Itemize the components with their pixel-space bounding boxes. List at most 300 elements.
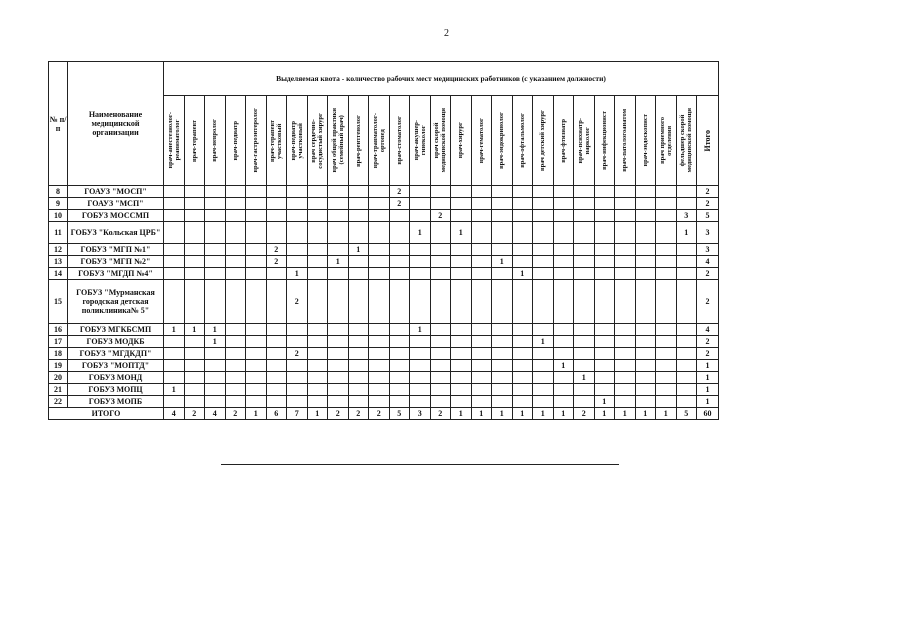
- quota-cell: [348, 268, 369, 280]
- quota-cell: [307, 348, 328, 360]
- quota-cell: [512, 348, 533, 360]
- quota-cell: 3: [676, 210, 697, 222]
- quota-cell: [574, 360, 595, 372]
- quota-cell: [164, 256, 185, 268]
- quota-cell: [512, 186, 533, 198]
- quota-cell: 1: [328, 256, 349, 268]
- quota-cell: [656, 360, 677, 372]
- quota-cell: [451, 198, 472, 210]
- quota-cell: [553, 268, 574, 280]
- quota-cell: [348, 396, 369, 408]
- table-row: [49, 222, 719, 244]
- org-name: ГОБУЗ "МГДП №4": [68, 268, 164, 280]
- quota-cell: [492, 268, 513, 280]
- quota-cell: [205, 222, 226, 244]
- quota-cell: [574, 280, 595, 324]
- quota-cell: [553, 198, 574, 210]
- quota-cell: [512, 256, 533, 268]
- total-label: ИТОГО: [49, 408, 164, 420]
- row-number: 11: [49, 222, 68, 244]
- quota-cell: 1: [184, 324, 205, 336]
- row-number: 22: [49, 396, 68, 408]
- quota-cell: [451, 280, 472, 324]
- quota-cell: 2: [266, 244, 287, 256]
- quota-cell: [615, 324, 636, 336]
- quota-cell: [635, 348, 656, 360]
- quota-cell: [451, 348, 472, 360]
- quota-cell: [512, 372, 533, 384]
- quota-cell: [533, 324, 554, 336]
- quota-cell: [389, 360, 410, 372]
- quota-cell: [369, 210, 390, 222]
- quota-cell: [246, 186, 267, 198]
- quota-cell: [266, 198, 287, 210]
- total-cell: 2: [574, 408, 595, 420]
- quota-cell: [533, 384, 554, 396]
- quota-cell: [574, 210, 595, 222]
- column-header: врач-терапевт участковый: [266, 96, 287, 186]
- quota-cell: [225, 384, 246, 396]
- quota-cell: [246, 280, 267, 324]
- quota-cell: [676, 268, 697, 280]
- quota-cell: [635, 244, 656, 256]
- quota-cell: [328, 360, 349, 372]
- quota-cell: [266, 372, 287, 384]
- table-row: [49, 324, 719, 336]
- quota-cell: [492, 186, 513, 198]
- quota-cell: [451, 324, 472, 336]
- quota-cell: [287, 336, 308, 348]
- org-name: ГОАУЗ "МОСП": [68, 186, 164, 198]
- quota-cell: 1: [553, 360, 574, 372]
- quota-cell: [348, 222, 369, 244]
- quota-cell: [205, 198, 226, 210]
- quota-cell: [287, 222, 308, 244]
- quota-cell: [205, 186, 226, 198]
- quota-cell: [676, 244, 697, 256]
- quota-cell: [553, 336, 574, 348]
- quota-cell: [430, 372, 451, 384]
- quota-cell: [369, 280, 390, 324]
- total-cell: 2: [430, 408, 451, 420]
- total-cell: 2: [348, 408, 369, 420]
- quota-cell: [615, 384, 636, 396]
- quota-cell: [369, 372, 390, 384]
- quota-cell: [553, 384, 574, 396]
- quota-cell: [287, 360, 308, 372]
- quota-cell: [328, 336, 349, 348]
- quota-cell: [410, 396, 431, 408]
- total-cell: 1: [492, 408, 513, 420]
- quota-cell: [594, 384, 615, 396]
- quota-cell: [184, 280, 205, 324]
- quota-cell: [471, 348, 492, 360]
- quota-cell: [225, 360, 246, 372]
- quota-cell: [348, 384, 369, 396]
- quota-cell: [574, 244, 595, 256]
- quota-cell: [328, 186, 349, 198]
- quota-cell: [246, 372, 267, 384]
- quota-cell: [410, 268, 431, 280]
- row-total: 4: [697, 324, 719, 336]
- column-header: врач скорой медицинской помощи: [430, 96, 451, 186]
- quota-cell: [184, 268, 205, 280]
- quota-cell: [307, 268, 328, 280]
- quota-cell: [164, 396, 185, 408]
- quota-cell: [307, 244, 328, 256]
- quota-cell: [184, 198, 205, 210]
- quota-cell: [307, 384, 328, 396]
- quota-cell: [287, 256, 308, 268]
- quota-cell: [389, 372, 410, 384]
- quota-cell: [635, 372, 656, 384]
- quota-cell: [635, 396, 656, 408]
- table-row: [49, 372, 719, 384]
- quota-cell: [533, 210, 554, 222]
- quota-cell: [676, 280, 697, 324]
- row-total: 1: [697, 360, 719, 372]
- quota-cell: [492, 336, 513, 348]
- quota-cell: [410, 384, 431, 396]
- table-row: [49, 360, 719, 372]
- quota-cell: [492, 280, 513, 324]
- total-cell: 1: [594, 408, 615, 420]
- quota-cell: [574, 198, 595, 210]
- quota-cell: [553, 210, 574, 222]
- quota-cell: 2: [389, 186, 410, 198]
- quota-cell: [266, 348, 287, 360]
- quota-cell: [205, 360, 226, 372]
- quota-cell: [594, 372, 615, 384]
- quota-cell: [348, 256, 369, 268]
- quota-cell: 1: [205, 336, 226, 348]
- quota-cell: [553, 324, 574, 336]
- row-total: 2: [697, 268, 719, 280]
- column-header: врач-стоматолог: [389, 96, 410, 186]
- quota-cell: [287, 372, 308, 384]
- quota-cell: [676, 372, 697, 384]
- quota-cell: [676, 396, 697, 408]
- table-row: [49, 244, 719, 256]
- quota-cell: [225, 348, 246, 360]
- quota-cell: [471, 360, 492, 372]
- row-total: 3: [697, 244, 719, 256]
- org-name: ГОБУЗ "Кольская ЦРБ": [68, 222, 164, 244]
- quota-cell: 1: [164, 384, 185, 396]
- quota-cell: [430, 360, 451, 372]
- quota-cell: [553, 244, 574, 256]
- grand-total: 60: [697, 408, 719, 420]
- quota-cell: [164, 222, 185, 244]
- quota-cell: [205, 256, 226, 268]
- quota-cell: [594, 186, 615, 198]
- quota-cell: [184, 336, 205, 348]
- total-cell: 1: [451, 408, 472, 420]
- quota-cell: [615, 186, 636, 198]
- quota-cell: [225, 256, 246, 268]
- quota-cell: [656, 324, 677, 336]
- table-row: [49, 280, 719, 324]
- quota-cell: [246, 256, 267, 268]
- column-header: врач-терапевт: [184, 96, 205, 186]
- quota-cell: [225, 198, 246, 210]
- total-cell: 2: [225, 408, 246, 420]
- quota-cell: [492, 222, 513, 244]
- quota-cell: [574, 336, 595, 348]
- quota-cell: [533, 186, 554, 198]
- column-header: врач-педиатр участковый: [287, 96, 308, 186]
- quota-cell: [656, 396, 677, 408]
- quota-cell: [287, 384, 308, 396]
- quota-cell: 1: [164, 324, 185, 336]
- org-name: ГОБУЗ МОССМП: [68, 210, 164, 222]
- quota-cell: [635, 198, 656, 210]
- column-header: врач-патологоанатом: [615, 96, 636, 186]
- row-total: 3: [697, 222, 719, 244]
- quota-cell: [369, 198, 390, 210]
- quota-cell: [328, 396, 349, 408]
- quota-cell: [410, 256, 431, 268]
- quota-cell: [512, 280, 533, 324]
- quota-cell: [553, 396, 574, 408]
- quota-cell: [389, 396, 410, 408]
- total-cell: 4: [164, 408, 185, 420]
- quota-cell: 1: [492, 256, 513, 268]
- quota-cell: [512, 360, 533, 372]
- row-total: 4: [697, 256, 719, 268]
- quota-cell: [471, 280, 492, 324]
- table-row: [49, 348, 719, 360]
- quota-cell: [471, 372, 492, 384]
- quota-cell: [451, 210, 472, 222]
- row-number: 19: [49, 360, 68, 372]
- quota-cell: [451, 256, 472, 268]
- quota-cell: [615, 222, 636, 244]
- quota-cell: [594, 244, 615, 256]
- quota-cell: [451, 360, 472, 372]
- table-row: [49, 396, 719, 408]
- row-number: 8: [49, 186, 68, 198]
- quota-cell: [164, 360, 185, 372]
- quota-cell: [287, 198, 308, 210]
- quota-cell: [656, 222, 677, 244]
- row-total: 1: [697, 396, 719, 408]
- quota-cell: [266, 360, 287, 372]
- quota-cell: [512, 244, 533, 256]
- quota-cell: [266, 186, 287, 198]
- column-header: врач-инфекционист: [594, 96, 615, 186]
- row-number: 21: [49, 384, 68, 396]
- quota-cell: [615, 244, 636, 256]
- quota-cell: [471, 222, 492, 244]
- quota-cell: [205, 372, 226, 384]
- quota-cell: 2: [266, 256, 287, 268]
- quota-cell: [594, 360, 615, 372]
- quota-cell: [656, 198, 677, 210]
- quota-cell: [615, 396, 636, 408]
- quota-cell: [492, 210, 513, 222]
- total-cell: 6: [266, 408, 287, 420]
- quota-cell: [635, 210, 656, 222]
- quota-cell: [635, 280, 656, 324]
- quota-cell: [369, 360, 390, 372]
- quota-cell: [635, 186, 656, 198]
- column-header: врач-хирург: [451, 96, 472, 186]
- column-header: врач-гематолог: [471, 96, 492, 186]
- total-cell: 5: [676, 408, 697, 420]
- org-name: ГОБУЗ МОПБ: [68, 396, 164, 408]
- quota-cell: [246, 384, 267, 396]
- quota-cell: [430, 348, 451, 360]
- quota-cell: [184, 372, 205, 384]
- quota-cell: [266, 222, 287, 244]
- quota-cell: [246, 396, 267, 408]
- quota-cell: [225, 210, 246, 222]
- quota-cell: [205, 210, 226, 222]
- quota-cell: [574, 348, 595, 360]
- row-total: 2: [697, 280, 719, 324]
- quota-cell: [348, 372, 369, 384]
- quota-cell: [533, 256, 554, 268]
- total-cell: 7: [287, 408, 308, 420]
- quota-cell: [184, 396, 205, 408]
- quota-cell: [676, 360, 697, 372]
- quota-cell: [533, 348, 554, 360]
- quota-cell: [615, 280, 636, 324]
- quota-cell: [471, 244, 492, 256]
- quota-cell: [410, 244, 431, 256]
- total-cell: 5: [389, 408, 410, 420]
- quota-table: [48, 61, 719, 420]
- quota-cell: [369, 256, 390, 268]
- quota-cell: [635, 324, 656, 336]
- quota-cell: [328, 372, 349, 384]
- quota-cell: [307, 360, 328, 372]
- quota-cell: [615, 198, 636, 210]
- quota-cell: [656, 348, 677, 360]
- quota-cell: [471, 256, 492, 268]
- quota-cell: 2: [389, 198, 410, 210]
- quota-cell: [307, 280, 328, 324]
- quota-cell: [656, 384, 677, 396]
- org-name: ГОБУЗ "МГДКДП": [68, 348, 164, 360]
- quota-cell: [266, 268, 287, 280]
- quota-cell: [246, 268, 267, 280]
- org-name: ГОАУЗ "МСП": [68, 198, 164, 210]
- row-number: 9: [49, 198, 68, 210]
- quota-cell: [307, 256, 328, 268]
- column-header: врач сердечно- сосудистый хирург: [307, 96, 328, 186]
- row-number: 15: [49, 280, 68, 324]
- quota-cell: [184, 360, 205, 372]
- quota-cell: [328, 222, 349, 244]
- quota-cell: [553, 256, 574, 268]
- num-header: № п/п: [49, 62, 68, 186]
- quota-cell: [307, 396, 328, 408]
- total-cell: 1: [615, 408, 636, 420]
- row-total: 2: [697, 336, 719, 348]
- quota-cell: [246, 222, 267, 244]
- quota-cell: [451, 244, 472, 256]
- quota-cell: [512, 210, 533, 222]
- row-number: 18: [49, 348, 68, 360]
- quota-cell: [451, 186, 472, 198]
- quota-cell: [533, 198, 554, 210]
- quota-cell: [369, 384, 390, 396]
- quota-cell: [205, 396, 226, 408]
- quota-cell: [348, 348, 369, 360]
- quota-cell: [533, 396, 554, 408]
- quota-cell: 1: [533, 336, 554, 348]
- quota-cell: [225, 336, 246, 348]
- quota-cell: [533, 280, 554, 324]
- quota-cell: [553, 280, 574, 324]
- quota-cell: [451, 336, 472, 348]
- quota-cell: [553, 222, 574, 244]
- quota-cell: [615, 336, 636, 348]
- quota-cell: [635, 256, 656, 268]
- quota-cell: [574, 256, 595, 268]
- quota-cell: 2: [287, 348, 308, 360]
- column-header: врач-офтальмолог: [512, 96, 533, 186]
- quota-cell: [287, 396, 308, 408]
- quota-cell: [328, 210, 349, 222]
- quota-cell: [574, 324, 595, 336]
- column-header: врач-фтизиатр: [553, 96, 574, 186]
- quota-cell: [471, 210, 492, 222]
- quota-cell: [164, 198, 185, 210]
- quota-cell: [533, 244, 554, 256]
- org-name: ГОБУЗ "МГП №2": [68, 256, 164, 268]
- row-number: 13: [49, 256, 68, 268]
- quota-cell: [676, 348, 697, 360]
- quota-cell: 2: [430, 210, 451, 222]
- quota-cell: [389, 336, 410, 348]
- quota-cell: [656, 186, 677, 198]
- quota-cell: [205, 244, 226, 256]
- quota-cell: [594, 198, 615, 210]
- column-header: врач-педиатр: [225, 96, 246, 186]
- table-row: [49, 384, 719, 396]
- quota-cell: [471, 396, 492, 408]
- quota-cell: [615, 256, 636, 268]
- column-header: врач приемного отделения: [656, 96, 677, 186]
- row-total: 2: [697, 198, 719, 210]
- quota-cell: [451, 384, 472, 396]
- quota-cell: 2: [287, 280, 308, 324]
- org-name: ГОБУЗ МОНД: [68, 372, 164, 384]
- table-row: [49, 198, 719, 210]
- quota-cell: [389, 348, 410, 360]
- quota-cell: [492, 198, 513, 210]
- quota-cell: [328, 268, 349, 280]
- quota-cell: [307, 186, 328, 198]
- quota-cell: [512, 336, 533, 348]
- total-cell: 4: [205, 408, 226, 420]
- quota-cell: [328, 324, 349, 336]
- column-header: врач-психиатр- нарколог: [574, 96, 595, 186]
- quota-cell: [656, 244, 677, 256]
- quota-cell: [184, 210, 205, 222]
- quota-cell: [594, 280, 615, 324]
- row-number: 10: [49, 210, 68, 222]
- quota-cell: [287, 244, 308, 256]
- quota-cell: 1: [676, 222, 697, 244]
- quota-cell: [287, 186, 308, 198]
- row-total: 1: [697, 372, 719, 384]
- quota-cell: [225, 268, 246, 280]
- quota-cell: [225, 372, 246, 384]
